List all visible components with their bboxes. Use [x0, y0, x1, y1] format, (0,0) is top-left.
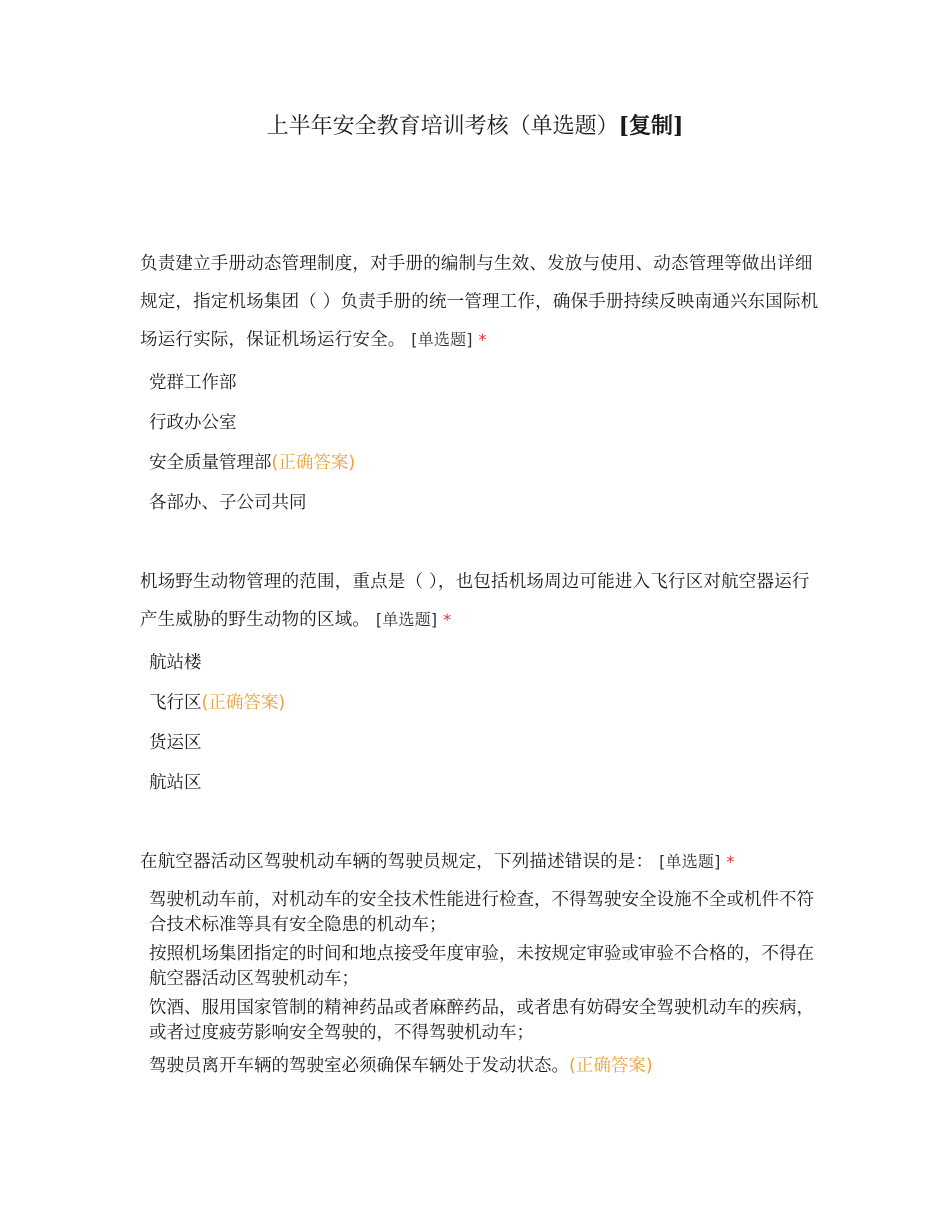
option-item[interactable]: 飞行区(正确答案) — [149, 693, 286, 713]
option-item[interactable]: 党群工作部 — [149, 373, 237, 393]
option-item[interactable]: 饮酒、服用国家管制的精神药品或者麻醉药品，或者患有妨碍安全驾驶机动车的疾病，或者过度疲劳影响安全驾驶的，不得驾驶机动车； — [149, 998, 814, 1043]
option-item[interactable]: 按照机场集团指定的时间和地点接受年度审验，未按规定审验或审验不合格的，不得在航空器活动区驾驶机动车； — [149, 944, 814, 989]
page-title — [0, 108, 950, 145]
option-item[interactable]: 行政办公室 — [149, 413, 237, 433]
title-text: 上半年安全教育培训考核（单选题） — [266, 114, 619, 139]
option-list — [140, 887, 820, 1080]
correct-answer-tag: (正确答案) — [569, 1056, 653, 1076]
option-item[interactable]: 货运区 — [149, 733, 202, 753]
copy-tag: [复制] — [618, 113, 684, 139]
required-mark: * — [478, 330, 487, 349]
option-item[interactable]: 驾驶员离开车辆的驾驶室必须确保车辆处于发动状态。(正确答案) — [149, 1056, 653, 1076]
option-item[interactable]: 航站区 — [149, 773, 202, 793]
question-text: 机场野生动物管理的范围，重点是（ ），也包括机场周边可能进入飞行区对航空器运行产生威胁的野生动物的区域。 [单选题] * — [140, 572, 810, 630]
question-3 — [140, 843, 820, 1080]
option-item[interactable]: 驾驶机动车前，对机动车的安全技术性能进行检查，不得驾驶安全设施不全或机件不符合技术标准等具有安全隐患的机动车； — [149, 890, 814, 935]
option-list — [140, 643, 820, 803]
question-1 — [140, 245, 820, 523]
required-mark: * — [443, 610, 452, 629]
correct-answer-tag: (正确答案) — [271, 453, 356, 473]
question-type: [单选题] — [659, 852, 721, 871]
option-item[interactable]: 各部办、子公司共同 — [149, 493, 307, 513]
required-mark: * — [726, 852, 735, 871]
question-2 — [140, 563, 820, 803]
question-text: 负责建立手册动态管理制度，对手册的编制与生效、发放与使用、动态管理等做出详细规定，指定机场集团（ ）负责手册的统一管理工作，确保手册持续反映南通兴东国际机场运行实际，保证机场运行安全。 [单选题] * — [140, 254, 819, 350]
option-item[interactable]: 安全质量管理部(正确答案) — [149, 453, 356, 473]
option-item[interactable]: 航站楼 — [149, 653, 202, 673]
option-list — [140, 363, 820, 523]
question-type: [单选题] — [375, 610, 438, 629]
question-type: [单选题] — [411, 330, 473, 349]
question-text: 在航空器活动区驾驶机动车辆的驾驶员规定，下列描述错误的是： [单选题] * — [140, 852, 735, 872]
correct-answer-tag: (正确答案) — [201, 693, 286, 713]
